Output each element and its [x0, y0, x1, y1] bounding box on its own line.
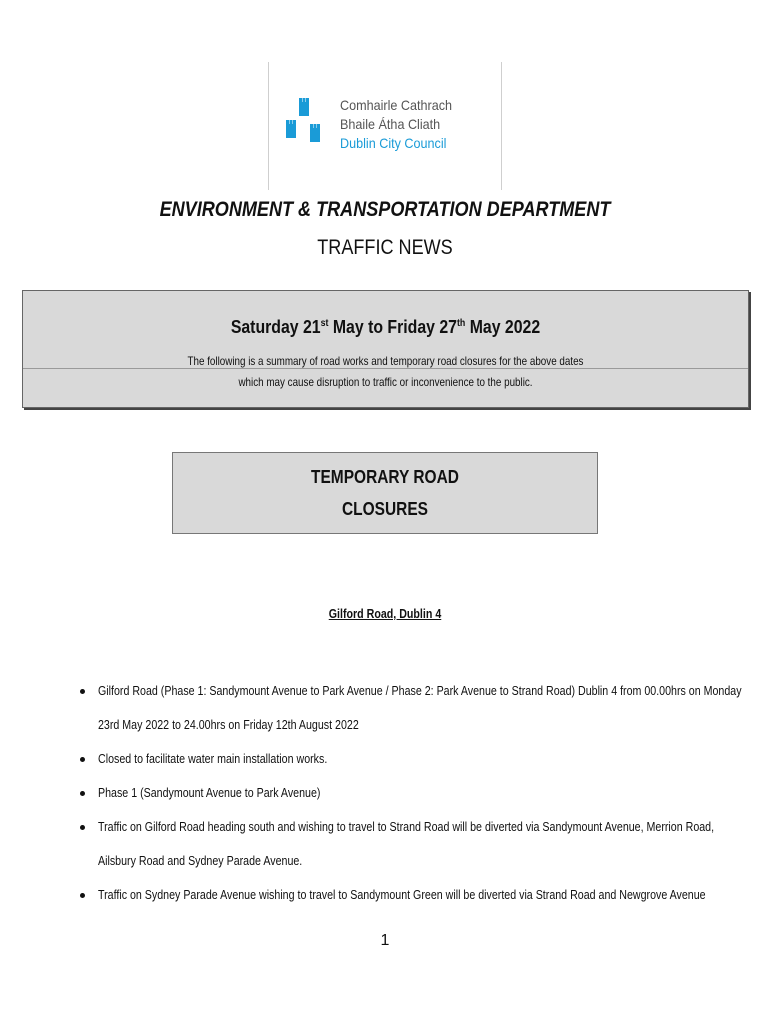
council-logo-text	[340, 96, 452, 153]
logo-line-irish-1: Comhairle Cathrach	[340, 97, 453, 113]
location-title: Gilford Road, Dublin 4	[328, 606, 442, 621]
page-number: 1	[380, 932, 390, 949]
traffic-news-title: TRAFFIC NEWS	[317, 236, 453, 259]
list-item: Traffic on Sydney Parade Avenue wishing to travel to Sandymount Green will be diverted via Strand Road and Newgrove Avenue	[72, 878, 752, 912]
bullet-icon	[80, 689, 85, 694]
summary-text	[88, 351, 683, 393]
closure-details-list	[72, 674, 752, 912]
list-item: Traffic on Gilford Road heading south and wishing to travel to Strand Road will be diverted via Sandymount Avenue, Merrion Road, Ailsbury Road and Sydney Parade Avenue.	[72, 810, 752, 878]
summary-line-1: The following is a summary of road works and temporary road closures for the above dates	[187, 354, 584, 368]
section-heading-line-1: TEMPORARY ROAD	[311, 467, 459, 487]
bullet-icon	[80, 791, 85, 796]
castle-icon	[282, 96, 326, 148]
logo-line-irish-2: Bhaile Átha Cliath	[340, 116, 441, 132]
department-title: ENVIRONMENT & TRANSPORTATION DEPARTMENT	[159, 198, 611, 221]
section-heading	[203, 461, 568, 525]
logo-line-english: Dublin City Council	[340, 135, 447, 151]
list-item: Closed to facilitate water main installation works.	[72, 742, 752, 776]
section-heading-line-2: CLOSURES	[341, 499, 428, 519]
list-item: Gilford Road (Phase 1: Sandymount Avenue to Park Avenue / Phase 2: Park Avenue to Strand Road) Dublin 4 from 00.00hrs on Monday 23rd May 2022 to 24.00hrs on Friday 12th August 2022	[72, 674, 752, 742]
bullet-icon	[80, 757, 85, 762]
list-item: Phase 1 (Sandymount Avenue to Park Avenue)	[72, 776, 752, 810]
bullet-icon	[80, 893, 85, 898]
section-heading-box	[172, 452, 598, 534]
date-range-heading: Saturday 21st May to Friday 27th May 2022	[230, 317, 541, 337]
summary-line-2: which may cause disruption to traffic or inconvenience to the public.	[238, 375, 533, 389]
bullet-icon	[80, 825, 85, 830]
date-range-box	[22, 290, 749, 408]
